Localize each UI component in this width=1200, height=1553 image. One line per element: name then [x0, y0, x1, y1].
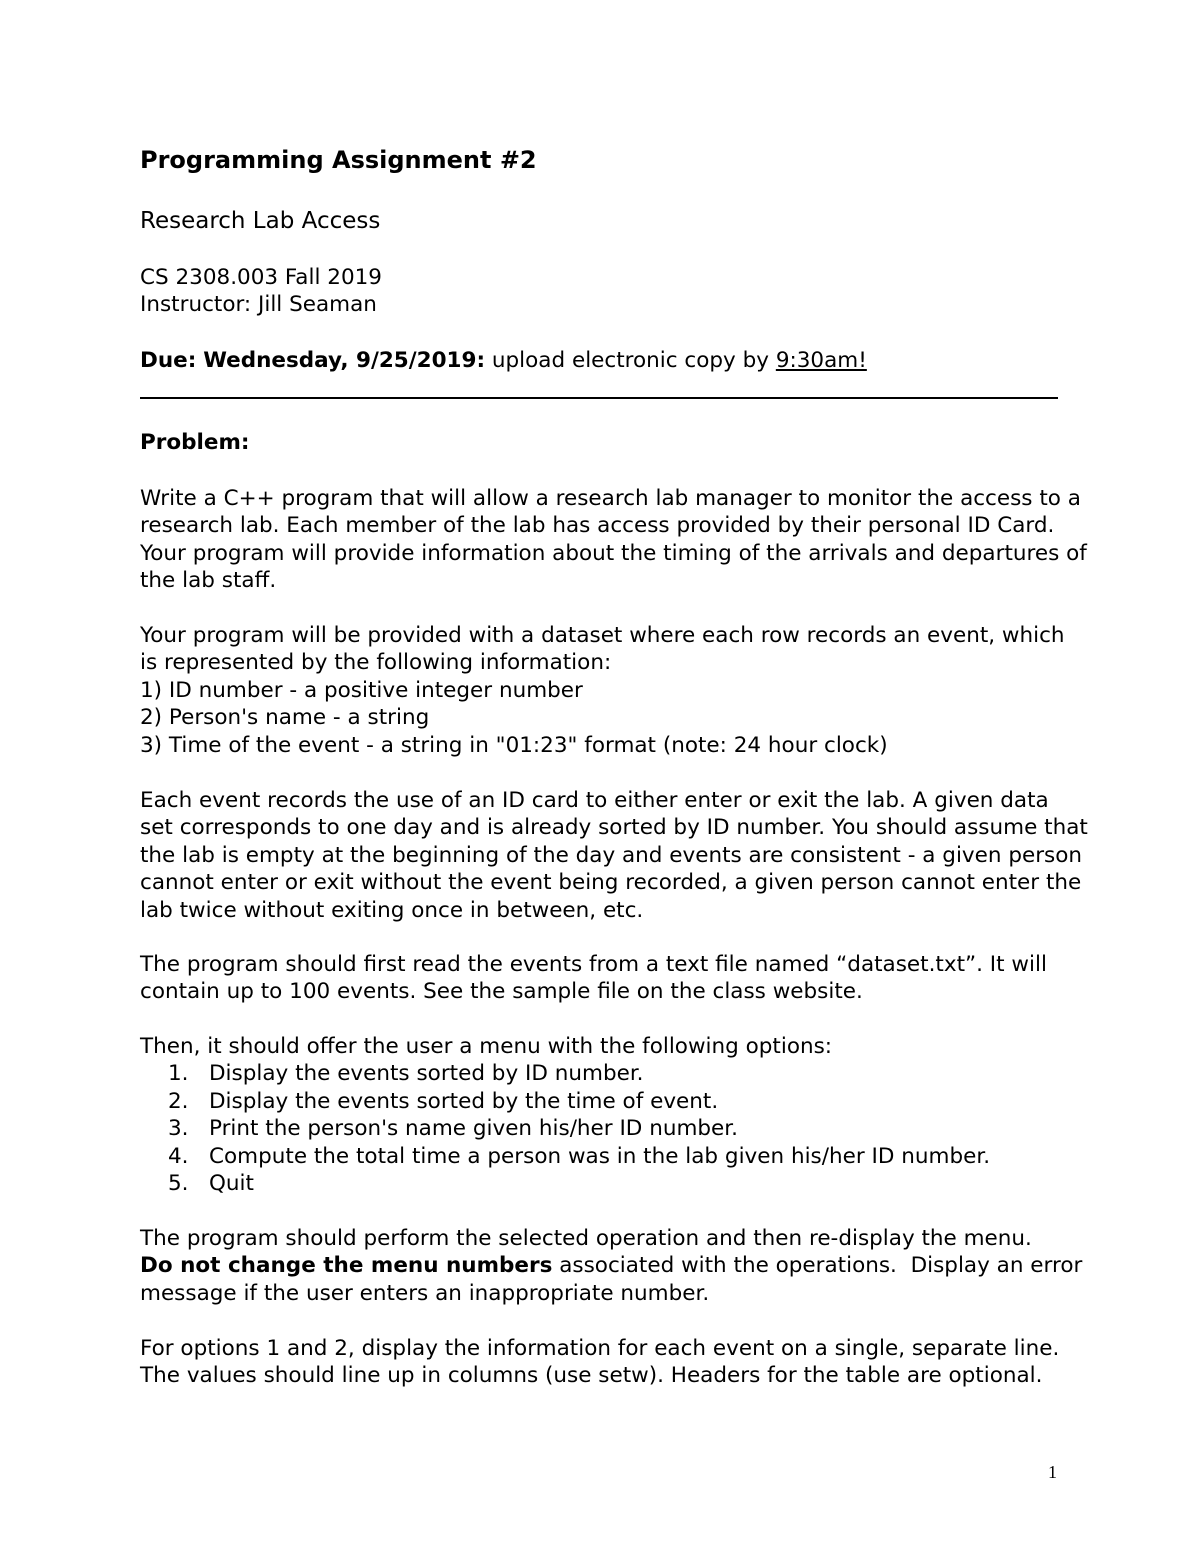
menu-option-text: Display the events sorted by ID number.: [209, 1061, 644, 1087]
menu-intro: Then, it should offer the user a menu with the following options:: [140, 1034, 833, 1059]
text-line: contain up to 100 events. See the sample file on the class website.: [140, 979, 863, 1005]
course-line: CS 2308.003 Fall 2019: [140, 265, 382, 290]
paragraph-dataset: [140, 622, 1065, 759]
text-line: The program should first read the events from a text file named “dataset.txt”. It will: [140, 952, 1047, 977]
text-line: Write a C++ program that will allow a research lab manager to monitor the access to a: [140, 486, 1081, 511]
text-line: 2) Person's name - a string: [140, 705, 430, 731]
text-line: Your program will provide information about the timing of the arrivals and departures of: [140, 540, 1087, 566]
paragraph-events: [140, 787, 1088, 924]
text-segment: associated with the operations. Display an error: [552, 1253, 1083, 1279]
menu-option-number: 4.: [168, 1143, 189, 1169]
problem-heading: Problem:: [140, 430, 250, 455]
due-line: [140, 347, 867, 374]
paragraph-file: [140, 951, 1047, 1006]
due-text: upload electronic copy by: [491, 348, 769, 373]
text-line: message if the user enters an inappropriate number.: [140, 1280, 710, 1306]
paragraph-operations: [140, 1225, 1082, 1307]
menu-option-number: 1.: [168, 1061, 189, 1087]
due-time: 9:30am!: [775, 348, 867, 373]
horizontal-rule: [140, 397, 1058, 399]
menu-option-text: Display the events sorted by the time of event.: [209, 1088, 719, 1114]
bold-warning: Do not change the menu numbers: [140, 1253, 553, 1279]
text-line: is represented by the following information:: [140, 650, 612, 676]
text-line: the lab is empty at the beginning of the day and events are consistent - a given person: [140, 842, 1083, 868]
menu-option: [140, 1088, 990, 1115]
assignment-subtitle: Research Lab Access: [140, 208, 381, 234]
menu-option-text: Compute the total time a person was in the lab given his/her ID number.: [209, 1143, 991, 1169]
text-line: The values should line up in columns (use setw). Headers for the table are optional.: [140, 1363, 1043, 1389]
assignment-title: Programming Assignment #2: [140, 146, 537, 174]
menu-option-number: 3.: [168, 1116, 189, 1142]
menu-option-number: 5.: [168, 1170, 189, 1196]
menu-option-number: 2.: [168, 1088, 189, 1114]
text-line: 3) Time of the event - a string in "01:23" format (note: 24 hour clock): [140, 732, 888, 758]
menu-option: [140, 1115, 990, 1142]
text-line: The program should perform the selected operation and then re-display the menu.: [140, 1226, 1032, 1251]
text-line: cannot enter or exit without the event being recorded, a given person cannot enter the: [140, 870, 1082, 896]
text-line: For options 1 and 2, display the information for each event on a single, separate line.: [140, 1336, 1060, 1361]
menu-option-text: Print the person's name given his/her ID number.: [209, 1116, 738, 1142]
paragraph-options: [140, 1335, 1059, 1390]
due-date: Wednesday, 9/25/2019:: [203, 348, 486, 373]
text-line: Your program will be provided with a dataset where each row records an event, which: [140, 623, 1065, 648]
instructor-line: Instructor: Jill Seaman: [140, 292, 377, 318]
text-line: set corresponds to one day and is already sorted by ID number. You should assume that: [140, 815, 1088, 841]
text-line: Each event records the use of an ID card to either enter or exit the lab. A given data: [140, 788, 1049, 813]
text-line: lab twice without exiting once in between, etc.: [140, 897, 644, 923]
text-line: the lab staff.: [140, 568, 277, 594]
page-number: 1: [1048, 1462, 1057, 1482]
menu-option-text: Quit: [209, 1170, 254, 1196]
text-line: [140, 1252, 1082, 1279]
text-line: 1) ID number - a positive integer number: [140, 677, 583, 703]
paragraph-intro: [140, 485, 1087, 595]
text-line: research lab. Each member of the lab has access provided by their personal ID Card.: [140, 513, 1055, 539]
course-info: [140, 264, 382, 319]
menu-option: [140, 1060, 990, 1087]
due-label: Due:: [140, 348, 197, 373]
menu-option: [140, 1143, 990, 1170]
menu-section: [140, 1033, 990, 1197]
menu-option: [140, 1170, 990, 1197]
